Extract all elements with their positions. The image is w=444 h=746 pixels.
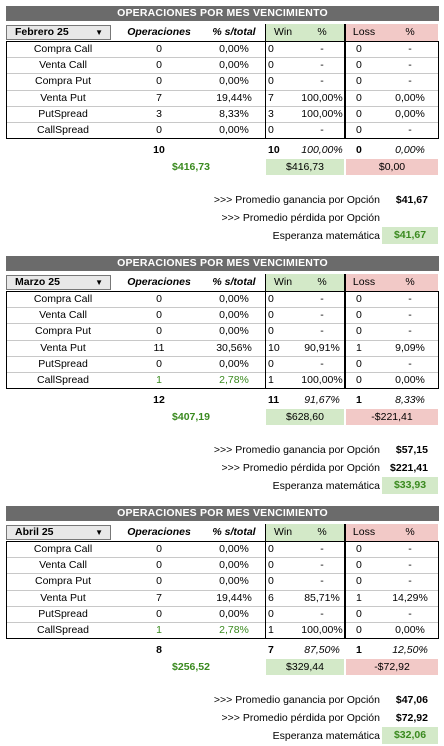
header-win-pct: % <box>300 524 344 541</box>
table-row <box>0 106 444 122</box>
total-win: 7 <box>268 644 274 657</box>
total-loss-pct: 12,50% <box>392 644 428 657</box>
avg-gain-value: $41,67 <box>395 194 428 207</box>
row-win: 0 <box>268 59 274 72</box>
total-loss: 1 <box>356 394 362 407</box>
table-row <box>0 340 444 356</box>
row-win: 7 <box>268 91 274 104</box>
row-operaciones: 3 <box>156 107 162 120</box>
row-name: CallSpread <box>37 124 89 136</box>
row-win: 0 <box>268 543 274 555</box>
avg-loss-value: $72,92 <box>395 712 428 725</box>
win-amount: $329,44 <box>266 659 344 675</box>
row-pct-total: 0,00% <box>219 325 249 338</box>
row-pct-total: 19,44% <box>216 91 252 104</box>
row-loss: 0 <box>356 575 362 588</box>
row-loss-pct: - <box>408 293 412 305</box>
row-loss-pct: - <box>408 59 412 72</box>
expectancy-value: $41,67 <box>382 227 438 244</box>
row-win: 1 <box>268 374 274 386</box>
row-loss-pct: - <box>408 43 412 55</box>
row-loss: 0 <box>356 357 362 370</box>
row-loss: 0 <box>356 374 362 386</box>
row-win-pct: 85,71% <box>304 591 340 604</box>
row-win-pct: 90,91% <box>304 341 340 354</box>
month-section <box>0 256 444 496</box>
total-operaciones: 8 <box>156 644 162 657</box>
month-selector[interactable] <box>6 25 111 40</box>
row-operaciones: 0 <box>156 607 162 620</box>
total-result: $416,73 <box>172 161 210 174</box>
header-win-pct: % <box>300 274 344 291</box>
row-win: 0 <box>268 124 274 136</box>
row-name: Compra Call <box>33 43 93 55</box>
avg-gain-label: >>> Promedio ganancia por Opción <box>213 694 380 707</box>
row-operaciones: 0 <box>156 43 162 55</box>
row-operaciones: 1 <box>156 624 162 636</box>
loss-amount: -$221,41 <box>346 409 438 425</box>
row-loss: 0 <box>356 543 362 555</box>
row-loss-pct: 0,00% <box>395 374 425 386</box>
row-operaciones: 0 <box>156 357 162 370</box>
expectancy-value: $32,06 <box>382 727 438 744</box>
row-name: PutSpread <box>38 607 88 620</box>
row-pct-total: 30,56% <box>216 341 252 354</box>
row-win-pct: - <box>320 575 324 588</box>
header-win-pct: % <box>300 24 344 41</box>
row-pct-total: 0,00% <box>219 293 249 305</box>
avg-gain-value: $47,06 <box>395 694 428 707</box>
dropdown-caret-icon[interactable]: ▼ <box>95 528 103 537</box>
month-selector[interactable] <box>6 275 111 290</box>
row-name: PutSpread <box>38 107 88 120</box>
header-loss-pct: % <box>382 24 438 41</box>
row-operaciones: 0 <box>156 575 162 588</box>
row-win-pct: - <box>320 325 324 338</box>
row-win-pct: - <box>320 309 324 322</box>
row-name: Venta Call <box>39 59 87 72</box>
row-win-pct: - <box>320 607 324 620</box>
row-name: Compra Call <box>33 543 93 555</box>
row-win-pct: - <box>320 43 324 55</box>
row-loss-pct: - <box>408 325 412 338</box>
table-row <box>0 122 444 138</box>
table-row <box>0 323 444 339</box>
section-banner: OPERACIONES POR MES VENCIMIENTO <box>6 6 439 21</box>
month-selector-label: Febrero 25 <box>15 26 69 38</box>
row-pct-total: 19,44% <box>216 591 252 604</box>
row-loss-pct: - <box>408 543 412 555</box>
row-pct-total: 0,00% <box>219 59 249 72</box>
row-name: Venta Put <box>40 91 86 104</box>
row-name: Compra Call <box>33 293 93 305</box>
row-operaciones: 1 <box>156 374 162 386</box>
row-operaciones: 0 <box>156 124 162 136</box>
row-loss: 1 <box>356 591 362 604</box>
row-win: 0 <box>268 357 274 370</box>
table-row <box>0 41 444 57</box>
row-win-pct: - <box>320 75 324 88</box>
total-loss-pct: 0,00% <box>395 144 425 157</box>
row-pct-total: 0,00% <box>219 607 249 620</box>
row-name: Venta Call <box>39 309 87 322</box>
row-pct-total: 0,00% <box>219 575 249 588</box>
row-pct-total: 0,00% <box>219 357 249 370</box>
row-win: 10 <box>268 341 280 354</box>
row-operaciones: 0 <box>156 559 162 572</box>
row-loss-pct: 0,00% <box>395 91 425 104</box>
header-operaciones: Operaciones <box>127 276 191 288</box>
row-loss: 0 <box>356 559 362 572</box>
row-pct-total: 0,00% <box>219 559 249 572</box>
row-win-pct: - <box>320 124 324 136</box>
row-win-pct: - <box>320 559 324 572</box>
row-loss-pct: - <box>408 607 412 620</box>
row-name: Venta Call <box>39 559 87 572</box>
total-operaciones: 10 <box>153 144 165 157</box>
row-operaciones: 7 <box>156 91 162 104</box>
row-loss: 0 <box>356 325 362 338</box>
month-section <box>0 6 444 246</box>
avg-loss-value: $221,41 <box>390 462 428 475</box>
header-pct-total: % s/total <box>212 526 256 538</box>
month-selector[interactable] <box>6 525 111 540</box>
total-operaciones: 12 <box>153 394 165 407</box>
avg-loss-value <box>382 210 428 226</box>
avg-loss-label: >>> Promedio pérdida por Opción <box>221 462 380 475</box>
header-loss: Loss <box>346 274 382 291</box>
row-win-pct: - <box>320 59 324 72</box>
header-operaciones: Operaciones <box>127 526 191 538</box>
row-operaciones: 0 <box>156 59 162 72</box>
total-win-pct: 100,00% <box>301 144 343 157</box>
month-selector-label: Abril 25 <box>15 526 54 538</box>
row-loss: 0 <box>356 293 362 305</box>
row-operaciones: 11 <box>153 341 165 354</box>
header-pct-total: % s/total <box>212 26 256 38</box>
header-win: Win <box>266 524 300 541</box>
section-banner: OPERACIONES POR MES VENCIMIENTO <box>6 506 439 521</box>
month-section <box>0 506 444 746</box>
row-loss-pct: 0,00% <box>395 624 425 636</box>
row-win-pct: - <box>320 357 324 370</box>
table-row <box>0 541 444 557</box>
expectancy-label: Esperanza matemática <box>272 230 380 243</box>
dropdown-caret-icon[interactable]: ▼ <box>95 278 103 287</box>
row-loss-pct: - <box>408 124 412 136</box>
loss-amount: -$72,92 <box>346 659 438 675</box>
row-loss-pct: - <box>408 559 412 572</box>
header-operaciones: Operaciones <box>127 26 191 38</box>
row-name: Venta Put <box>40 341 86 354</box>
row-loss: 0 <box>356 124 362 136</box>
header-loss: Loss <box>346 24 382 41</box>
total-result: $256,52 <box>172 661 210 674</box>
table-row <box>0 606 444 622</box>
win-amount: $628,60 <box>266 409 344 425</box>
row-loss-pct: 14,29% <box>392 591 428 604</box>
row-loss: 0 <box>356 43 362 55</box>
row-win: 0 <box>268 309 274 322</box>
row-loss: 1 <box>356 341 362 354</box>
total-loss: 1 <box>356 644 362 657</box>
row-loss-pct: - <box>408 309 412 322</box>
month-selector-label: Marzo 25 <box>15 276 60 288</box>
table-row <box>0 90 444 106</box>
section-banner: OPERACIONES POR MES VENCIMIENTO <box>6 256 439 271</box>
row-loss-pct: 9,09% <box>395 341 425 354</box>
table-row <box>0 573 444 589</box>
avg-loss-label: >>> Promedio pérdida por Opción <box>221 712 380 725</box>
row-win: 6 <box>268 591 274 604</box>
total-loss-pct: 8,33% <box>395 394 425 407</box>
row-loss: 0 <box>356 91 362 104</box>
row-operaciones: 0 <box>156 325 162 338</box>
expectancy-label: Esperanza matemática <box>272 730 380 743</box>
table-row <box>0 356 444 372</box>
row-win: 0 <box>268 75 274 88</box>
row-win: 0 <box>268 325 274 338</box>
row-loss-pct: - <box>408 75 412 88</box>
row-operaciones: 7 <box>156 591 162 604</box>
row-win-pct: 100,00% <box>301 624 343 636</box>
header-win: Win <box>266 274 300 291</box>
row-win-pct: - <box>320 543 324 555</box>
loss-amount: $0,00 <box>346 159 438 175</box>
row-pct-total: 8,33% <box>219 107 249 120</box>
row-pct-total: 0,00% <box>219 309 249 322</box>
row-pct-total: 2,78% <box>219 374 249 386</box>
avg-loss-label: >>> Promedio pérdida por Opción <box>221 212 380 225</box>
avg-gain-label: >>> Promedio ganancia por Opción <box>213 194 380 207</box>
table-row <box>0 73 444 89</box>
row-loss: 0 <box>356 59 362 72</box>
row-pct-total: 0,00% <box>219 543 249 555</box>
row-pct-total: 0,00% <box>219 75 249 88</box>
header-loss-pct: % <box>382 274 438 291</box>
row-name: Compra Put <box>34 75 92 88</box>
row-win-pct: 100,00% <box>301 91 343 104</box>
row-loss: 0 <box>356 624 362 636</box>
avg-gain-value: $57,15 <box>395 444 428 457</box>
row-loss-pct: 0,00% <box>395 107 425 120</box>
row-win-pct: 100,00% <box>301 107 343 120</box>
header-pct-total: % s/total <box>212 276 256 288</box>
row-win: 0 <box>268 293 274 305</box>
total-loss: 0 <box>356 144 362 157</box>
row-win-pct: - <box>320 293 324 305</box>
expectancy-value: $33,93 <box>382 477 438 494</box>
table-row <box>0 590 444 606</box>
row-name: PutSpread <box>38 357 88 370</box>
row-win: 0 <box>268 559 274 572</box>
row-name: Compra Put <box>34 325 92 338</box>
expectancy-label: Esperanza matemática <box>272 480 380 493</box>
row-win: 0 <box>268 575 274 588</box>
dropdown-caret-icon[interactable]: ▼ <box>95 28 103 37</box>
row-pct-total: 0,00% <box>219 43 249 55</box>
row-loss: 0 <box>356 607 362 620</box>
win-amount: $416,73 <box>266 159 344 175</box>
table-row <box>0 291 444 307</box>
row-operaciones: 0 <box>156 293 162 305</box>
total-win: 11 <box>268 394 280 407</box>
table-row <box>0 307 444 323</box>
row-loss: 0 <box>356 107 362 120</box>
row-win: 3 <box>268 107 274 120</box>
row-operaciones: 0 <box>156 543 162 555</box>
total-win: 10 <box>268 144 280 157</box>
total-win-pct: 87,50% <box>304 644 340 657</box>
row-loss: 0 <box>356 309 362 322</box>
total-result: $407,19 <box>172 411 210 424</box>
row-name: CallSpread <box>37 624 89 636</box>
row-name: Compra Put <box>34 575 92 588</box>
row-pct-total: 0,00% <box>219 124 249 136</box>
table-row <box>0 622 444 638</box>
table-row <box>0 557 444 573</box>
total-win-pct: 91,67% <box>304 394 340 407</box>
row-operaciones: 0 <box>156 309 162 322</box>
row-operaciones: 0 <box>156 75 162 88</box>
row-win: 0 <box>268 607 274 620</box>
header-loss-pct: % <box>382 524 438 541</box>
table-row <box>0 57 444 73</box>
header-loss: Loss <box>346 524 382 541</box>
avg-gain-label: >>> Promedio ganancia por Opción <box>213 444 380 457</box>
row-loss-pct: - <box>408 357 412 370</box>
row-loss: 0 <box>356 75 362 88</box>
row-pct-total: 2,78% <box>219 624 249 636</box>
header-win: Win <box>266 24 300 41</box>
row-win-pct: 100,00% <box>301 374 343 386</box>
row-loss-pct: - <box>408 575 412 588</box>
row-name: Venta Put <box>40 591 86 604</box>
row-name: CallSpread <box>37 374 89 386</box>
row-win: 1 <box>268 624 274 636</box>
table-row <box>0 372 444 388</box>
row-win: 0 <box>268 43 274 55</box>
